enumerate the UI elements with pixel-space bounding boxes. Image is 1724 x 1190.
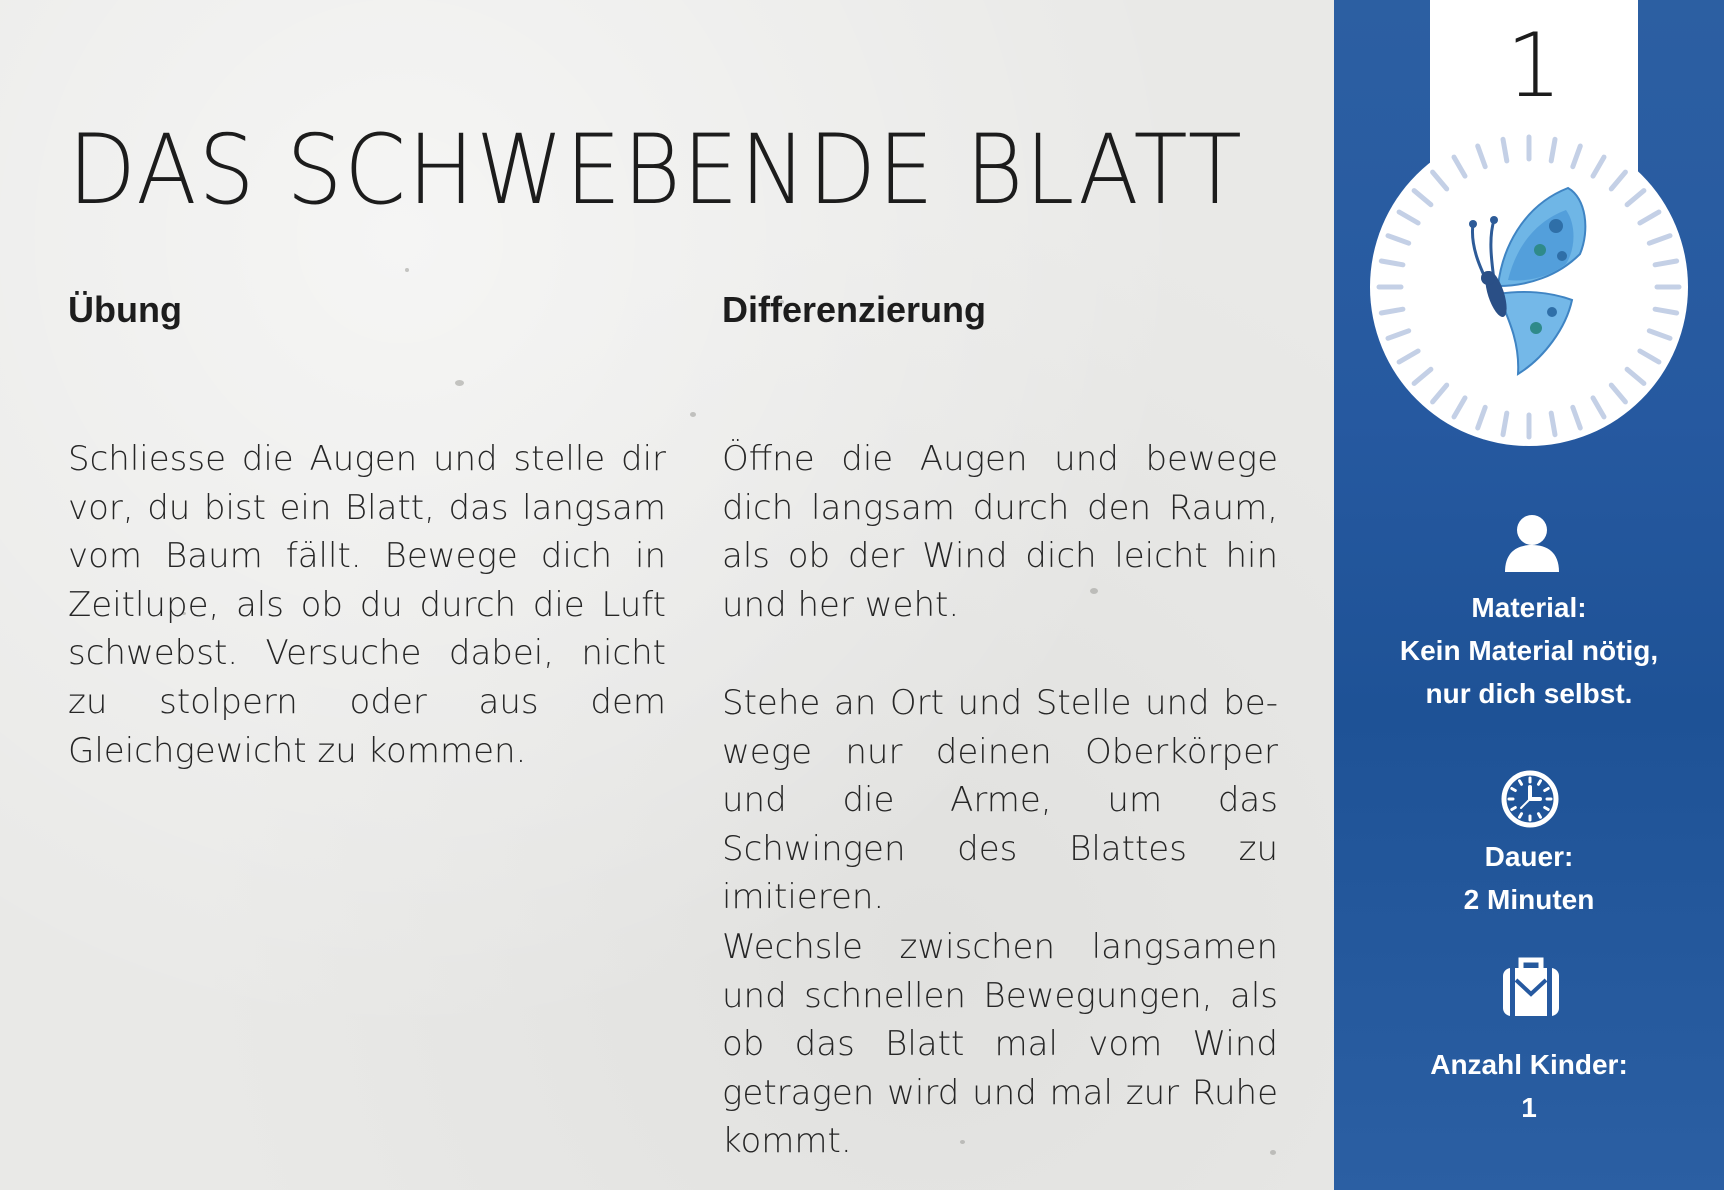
duration-label: Dauer: [1484,841,1574,872]
paper-speck [455,380,464,386]
exercise-text: Schliesse die Augen und stelle dir vor, du bist ein Blatt, das langsam vom Baum fällt. Bewege dich in Zeitlupe, als ob du durch die Luft schwebst. Versuche dabei, nicht zu stolpern oder aus dem Gleichgewicht zu kommen. [68,439,666,771]
paper-speck [690,412,696,417]
clock-icon [1500,769,1560,829]
exercise-heading: Übung [68,289,182,330]
differentiation-paragraph-3: Wechsle zwischen langsamen und schnellen Bewegungen, als ob das Blatt mal vom Wind getragen wird und mal zur Ruhe kommt. [722,927,1278,1162]
differentiation-paragraph-1: Öffne die Augen und bewege dich langsam durch den Raum, als ob der Wind dich leicht hin und her weht. [722,439,1278,625]
children-label: Anzahl Kinder: [1430,1049,1628,1080]
material-value-line-1: Kein Material nötig, [1399,635,1659,666]
children-value: 1 [1521,1092,1537,1123]
differentiation-paragraph-2: Stehe an Ort und Stelle und bewege nur deinen Oberkörper und die Arme, um das Schwingen des Blattes zu imitieren. [722,683,1278,918]
card-title: DAS SCHWEBENDE BLATT [68,114,1244,226]
person-icon [1505,514,1559,572]
suitcase-icon [1501,956,1561,1018]
material-label: Material: [1471,592,1587,623]
paper-speck [405,268,409,272]
material-value-line-2: nur dich selbst. [1425,678,1633,709]
duration-value: 2 Minuten [1463,884,1595,915]
dial-badge [1370,128,1688,446]
differentiation-heading: Differenzierung [722,289,987,330]
info-sidebar [1334,0,1724,1190]
card-number: 1 [1506,14,1562,117]
